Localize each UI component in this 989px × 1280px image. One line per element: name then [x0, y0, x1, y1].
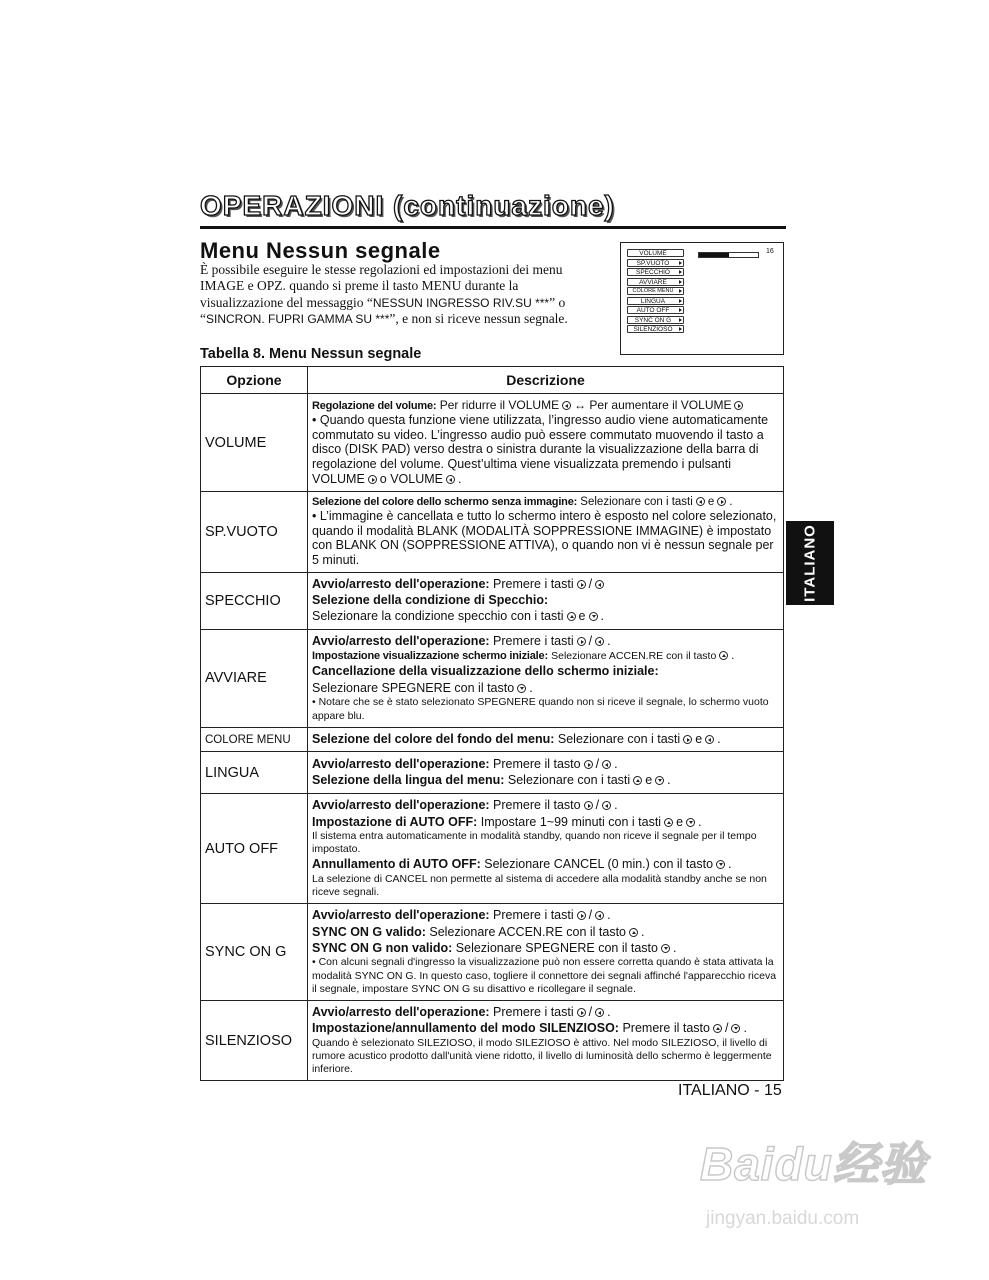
- volume-bar: [698, 252, 759, 258]
- option-cell: AUTO OFF: [201, 794, 308, 904]
- description-cell: [308, 727, 784, 751]
- table-row-coloremenu: [201, 727, 784, 751]
- watermark-logo: Baidu经验: [700, 1138, 927, 1190]
- desc-text: e: [676, 814, 684, 829]
- desc-text: Selezionare la condizione specchio con i tasti: [312, 609, 564, 624]
- desc-text: o VOLUME: [379, 471, 444, 486]
- description-cell: [308, 572, 784, 629]
- desc-note: • Notare che se è stato selezionato SPEGNERE quando non si riceve il segnale, lo schermo vuoto appare blu.: [312, 696, 769, 722]
- right-button-icon: [717, 497, 726, 506]
- desc-text: • Quando questa funzione viene utilizzata, l’ingresso audio viene automaticamente commutato su video. L’ingresso audio può essere commutato muovendo il tasto a disco (DISK PAD) verso destra o sinistra durante la visualizzazione della barra di regolazione del volume. Quest’ultima viene visualizzata premendo i pulsanti VOLUME: [312, 413, 769, 486]
- down-button-icon: [731, 1024, 740, 1033]
- language-side-tab: [786, 521, 834, 605]
- desc-label: Cancellazione della visualizzazione dello schermo iniziale:: [312, 664, 659, 679]
- up-button-icon: [719, 651, 728, 660]
- down-button-icon: [517, 684, 526, 693]
- desc-text: Selezionare con i tasti: [580, 496, 693, 508]
- menu-preview-label: SYNC ON G: [634, 316, 672, 324]
- description-cell: [308, 492, 784, 573]
- desc-label: SYNC ON G valido:: [312, 924, 426, 939]
- description-cell: [308, 794, 784, 904]
- desc-label: Avvio/arresto dell'operazione:: [312, 576, 490, 591]
- desc-text: Selezionare SPEGNERE con il tasto: [455, 941, 658, 956]
- left-button-icon: [595, 580, 604, 589]
- volume-value: 16: [766, 248, 774, 255]
- desc-label: Avvio/arresto dell'operazione:: [312, 798, 490, 813]
- desc-text: .: [458, 471, 462, 486]
- desc-text: .: [698, 814, 702, 829]
- desc-text: .: [607, 633, 611, 648]
- options-table: [200, 366, 784, 1081]
- intro-text-1: È possibile eseguire le stesse regolazioni ed impostazioni dei menu IMAGE e OPZ. quando si preme il tasto MENU durante la visualizzazione del messaggio “: [200, 262, 563, 310]
- down-button-icon: [716, 860, 725, 869]
- desc-text: Premere i tasti: [493, 908, 574, 923]
- option-cell: SILENZIOSO: [201, 1001, 308, 1081]
- desc-text: .: [641, 924, 645, 939]
- desc-text: .: [731, 650, 735, 663]
- desc-text: Premere i tasti: [493, 633, 574, 648]
- desc-text: Premere il tasto: [493, 798, 581, 813]
- menu-preview-label: SP.VUOTO: [636, 259, 670, 267]
- desc-text: /: [595, 798, 600, 813]
- desc-text: Premere il tasto: [493, 756, 581, 771]
- desc-text: Per ridurre il VOLUME: [439, 397, 560, 412]
- header-description: Descrizione: [308, 367, 784, 394]
- menu-preview-label: AUTO OFF: [636, 307, 670, 314]
- left-button-icon: [595, 637, 604, 646]
- left-button-icon: [595, 911, 604, 920]
- option-cell: COLORE MENU: [201, 727, 308, 751]
- up-button-icon: [713, 1024, 722, 1033]
- desc-note: • Con alcuni segnali d'ingresso la visualizzazione può non essere corretta quando è stata attivata la modalità SYNC ON G. In questo caso, togliere il connettore dei segnali affinché l'apparecchio riceva il segnale, impostare SYNC ON G su disattivo e ricollegare il segnale.: [312, 956, 777, 995]
- table-row-spvuoto: [201, 492, 784, 573]
- desc-text: /: [588, 633, 593, 648]
- option-cell: VOLUME: [201, 394, 308, 492]
- table-row-avviare: [201, 629, 784, 727]
- right-button-icon: [734, 401, 743, 410]
- desc-text: ↔ Per aumentare il VOLUME: [574, 397, 732, 412]
- desc-text: Selezionare SPEGNERE con il tasto: [312, 680, 515, 695]
- desc-text: Selezionare con i tasti: [507, 773, 631, 788]
- option-cell: AVVIARE: [201, 629, 308, 727]
- desc-text: • L’immagine è cancellata e tutto lo schermo intero è esposto nel colore selezionato, quando il modalità BLANK (MODALITÀ SOPPRESSIONE IMMAGINE) è impostato con BLANK ON (SOPPRESSIONE ATTIVA), o quando non vi è nessun segnale per 5 minuti.: [312, 509, 777, 567]
- triangle-right-icon: [679, 261, 682, 265]
- left-button-icon: [696, 497, 705, 506]
- up-button-icon: [629, 928, 638, 937]
- triangle-right-icon: [679, 308, 682, 312]
- desc-text: /: [724, 1021, 729, 1036]
- desc-text: /: [588, 576, 593, 591]
- desc-label: Regolazione del volume:: [312, 399, 437, 412]
- table-row-autooff: [201, 794, 784, 904]
- desc-note: La selezione di CANCEL non permette al sistema di accedere alla modalità standby anche se non riceve segnali.: [312, 872, 767, 899]
- desc-text: .: [672, 941, 677, 956]
- down-button-icon: [661, 944, 670, 953]
- right-button-icon: [584, 801, 593, 810]
- left-button-icon: [705, 735, 714, 744]
- desc-text: Selezionare ACCEN.RE con il tasto: [429, 924, 627, 939]
- language-side-tab-label: ITALIANO: [801, 524, 819, 602]
- left-button-icon: [446, 475, 455, 484]
- right-button-icon: [577, 580, 586, 589]
- volume-bar-fill: [699, 253, 729, 257]
- page-number: ITALIANO - 15: [678, 1082, 782, 1099]
- menu-preview-item-coloremenu: [627, 287, 684, 295]
- desc-text: /: [588, 908, 593, 923]
- option-cell: SP.VUOTO: [201, 492, 308, 573]
- menu-preview-label: COLORE MENU: [632, 288, 674, 294]
- desc-text: e: [707, 496, 715, 508]
- desc-text: .: [607, 908, 611, 923]
- description-cell: [308, 394, 784, 492]
- menu-preview-item-autooff: [627, 306, 684, 314]
- menu-preview-item-lingua: [627, 297, 684, 305]
- desc-text: Premere i tasti: [493, 576, 574, 591]
- up-button-icon: [567, 612, 576, 621]
- menu-preview-item-avviare: [627, 278, 684, 286]
- desc-text: .: [717, 731, 721, 746]
- option-cell: SPECCHIO: [201, 572, 308, 629]
- desc-text: Premere il tasto: [622, 1021, 710, 1036]
- menu-preview-item-syncong: [627, 316, 684, 324]
- right-button-icon: [577, 637, 586, 646]
- desc-label: Selezione della condizione di Specchio:: [312, 592, 549, 607]
- desc-label: Annullamento di AUTO OFF:: [312, 857, 481, 872]
- down-button-icon: [655, 776, 664, 785]
- desc-label: Impostazione/annullamento del modo SILENZIOSO:: [312, 1021, 619, 1036]
- triangle-right-icon: [679, 318, 682, 322]
- triangle-right-icon: [679, 327, 682, 331]
- left-button-icon: [602, 760, 611, 769]
- triangle-right-icon: [679, 280, 682, 284]
- description-cell: [308, 1001, 784, 1081]
- menu-preview-label: AVVIARE: [639, 278, 667, 286]
- left-button-icon: [595, 1008, 604, 1017]
- desc-label: Avvio/arresto dell'operazione:: [312, 756, 490, 771]
- desc-note: Il sistema entra automaticamente in modalità standby, quando non riceve il segnale per il tempo impostato.: [312, 830, 757, 856]
- desc-text: .: [667, 773, 671, 788]
- page-title: OPERAZIONI (continuazione): [200, 190, 615, 221]
- desc-label: SYNC ON G non valido:: [312, 941, 453, 956]
- right-button-icon: [577, 911, 586, 920]
- desc-text: Premere i tasti: [493, 1005, 574, 1020]
- desc-text: e: [695, 731, 703, 746]
- intro-text-3: ”, e non si riceve nessun segnale.: [389, 311, 568, 327]
- desc-text: .: [529, 680, 533, 695]
- table-caption: Tabella 8. Menu Nessun segnale: [200, 346, 422, 362]
- table-row-specchio: [201, 572, 784, 629]
- left-button-icon: [562, 401, 571, 410]
- desc-text: .: [743, 1021, 747, 1036]
- description-cell: [308, 629, 784, 727]
- desc-text: e: [645, 773, 653, 788]
- option-cell: SYNC ON G: [201, 904, 308, 1001]
- menu-preview-item-spvuoto: [627, 259, 684, 267]
- title-rule: [200, 226, 786, 229]
- menu-preview-label: VOLUME: [639, 250, 667, 257]
- table-row-syncong: [201, 904, 784, 1001]
- desc-label: Selezione del colore del fondo del menu:: [312, 731, 555, 746]
- desc-text: .: [600, 609, 604, 624]
- triangle-right-icon: [679, 289, 682, 293]
- desc-text: Selezionare con i tasti: [557, 731, 681, 746]
- intro-message-2: SINCRON. FUPRI GAMMA SU ***: [206, 312, 390, 327]
- desc-text: .: [607, 1005, 611, 1020]
- menu-preview-item-silenzioso: [627, 325, 684, 333]
- table-row-silenzioso: [201, 1001, 784, 1081]
- desc-text: .: [614, 756, 618, 771]
- desc-label: Selezione della lingua del menu:: [312, 773, 505, 788]
- desc-label: Selezione del colore dello schermo senza immagine:: [312, 496, 578, 508]
- right-button-icon: [368, 475, 377, 484]
- description-cell: [308, 752, 784, 794]
- up-button-icon: [633, 776, 642, 785]
- watermark: [700, 1128, 940, 1243]
- right-button-icon: [584, 760, 593, 769]
- desc-label: Avvio/arresto dell'operazione:: [312, 633, 490, 648]
- menu-preview: [620, 242, 784, 355]
- desc-text: /: [588, 1005, 593, 1020]
- desc-label: Avvio/arresto dell'operazione:: [312, 1005, 490, 1020]
- header-option: Opzione: [201, 367, 308, 394]
- right-button-icon: [577, 1008, 586, 1017]
- down-button-icon: [589, 612, 598, 621]
- up-button-icon: [664, 818, 673, 827]
- menu-preview-label: SPECCHIO: [636, 269, 670, 276]
- desc-text: e: [578, 609, 586, 624]
- down-button-icon: [686, 818, 695, 827]
- left-button-icon: [602, 801, 611, 810]
- option-cell: LINGUA: [201, 752, 308, 794]
- table-header-row: [201, 367, 784, 394]
- description-cell: [308, 904, 784, 1001]
- watermark-url: jingyan.baidu.com: [706, 1208, 860, 1229]
- desc-text: .: [728, 857, 732, 872]
- desc-label: Impostazione visualizzazione schermo iniziale:: [312, 650, 548, 663]
- table-row-volume: [201, 394, 784, 492]
- triangle-right-icon: [679, 270, 682, 274]
- desc-text: .: [614, 798, 618, 813]
- desc-text: .: [729, 496, 733, 508]
- desc-text: Selezionare ACCEN.RE con il tasto: [551, 650, 717, 663]
- menu-preview-label: SILENZIOSO: [633, 326, 673, 333]
- desc-text: Selezionare CANCEL (0 min.) con il tasto: [484, 857, 714, 872]
- section-title: Menu Nessun segnale: [200, 238, 441, 263]
- desc-text: Impostare 1~99 minuti con i tasti: [480, 814, 662, 829]
- menu-preview-label: LINGUA: [640, 297, 666, 305]
- intro-paragraph: [200, 262, 595, 328]
- desc-label: Avvio/arresto dell'operazione:: [312, 908, 490, 923]
- triangle-right-icon: [679, 299, 682, 303]
- desc-note: Quando è selezionato SILEZIOSO, il modo SILEZIOSO è attivo. Nel modo SILEZIOSO, il livello di rumore acustico prodotto dall'unità viene ridotto, il livello di luminosità dello schermo è leggermente inferiore.: [312, 1036, 772, 1076]
- desc-label: Impostazione di AUTO OFF:: [312, 814, 478, 829]
- intro-text-2: ” o “: [200, 294, 566, 327]
- desc-text: /: [595, 756, 600, 771]
- menu-preview-item-specchio: [627, 268, 684, 276]
- table-row-lingua: [201, 752, 784, 794]
- menu-preview-item-volume: [627, 249, 684, 257]
- right-button-icon: [683, 735, 692, 744]
- intro-message-1: NESSUN INGRESSO RIV.SU ***: [372, 295, 550, 310]
